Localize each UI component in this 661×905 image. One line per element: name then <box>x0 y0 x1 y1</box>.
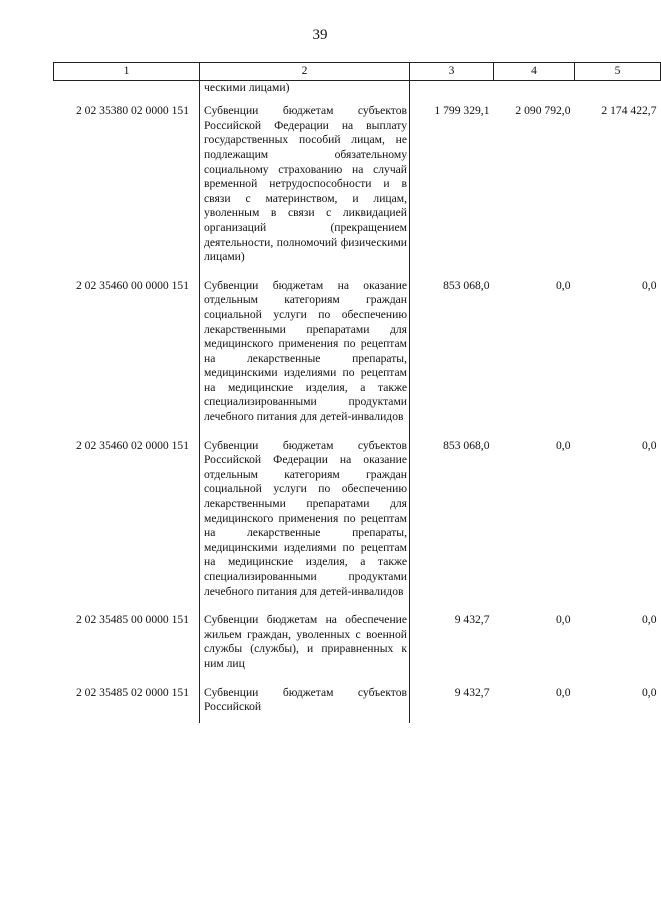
row-value-2021: 0,0 <box>642 685 657 699</box>
row-value-2020: 0,0 <box>556 278 571 292</box>
table-row <box>54 433 661 608</box>
column-header: 1 <box>54 63 200 81</box>
table-row <box>54 680 661 723</box>
column-header: 3 <box>410 63 494 81</box>
row-value-2019: 853 068,0 <box>443 278 490 292</box>
row-name: ческими лицами) <box>200 80 410 98</box>
row-value-2020: 0,0 <box>556 685 571 699</box>
row-value-2020: 2 090 792,0 <box>515 104 571 118</box>
row-value-2021: 0,0 <box>642 613 657 627</box>
row-value-2020: 0,0 <box>556 438 571 452</box>
table-row <box>54 607 661 679</box>
table-row-continuation <box>54 80 661 98</box>
row-code: 2 02 35460 00 0000 151 <box>75 278 189 292</box>
row-code: 2 02 35460 02 0000 151 <box>75 438 189 452</box>
row-value-2021: 2 174 422,7 <box>601 104 657 118</box>
row-value-2019: 1 799 329,1 <box>434 104 490 118</box>
table-row <box>54 273 661 433</box>
row-value-2020: 0,0 <box>556 613 571 627</box>
table-header-row <box>54 63 661 81</box>
table-row <box>54 98 661 273</box>
column-header: 2 <box>200 63 410 81</box>
row-name: Субвенции бюджетам субъектов Российской Федерации на оказание отдельным категориям граждан социальной услуги по обеспечению лекарственными препаратами для медицинского применения по рецептам на лекарственные препараты, медицинскими изделиями по рецептам на медицинские изделия, а также специализированными продуктами лечебного питания для детей-инвалидов <box>200 433 410 608</box>
page-number: 39 <box>312 27 328 43</box>
row-value-2021: 0,0 <box>642 278 657 292</box>
row-code: 2 02 35485 00 0000 151 <box>75 613 189 627</box>
row-code: 2 02 35485 02 0000 151 <box>75 685 189 699</box>
budget-table <box>53 62 661 723</box>
row-value-2021: 0,0 <box>642 438 657 452</box>
column-header: 4 <box>494 63 575 81</box>
row-name: Субвенции бюджетам на оказание отдельным категориям граждан социальной услуги по обеспечению лекарственными препаратами для медицинского применения по рецептам на лекарственные препараты, медицинскими изделиями по рецептам на медицинские изделия, а также специализированными продуктами лечебного питания для детей-инвалидов <box>200 273 410 433</box>
column-header: 5 <box>575 63 661 81</box>
row-name: Субвенции бюджетам субъектов Российской Федерации на выплату государственных пособий лицам, не подлежащим обязательному социальному страхованию на случай временной нетрудоспособности и в связи с материнством, и лицам, уволенным в связи с ликвидацией организаций (прекращением деятельности, полномочий физическими лицами) <box>200 98 410 273</box>
row-name: Субвенции бюджетам на обеспечение жильем граждан, уволенных с военной службы (службы), и приравненных к ним лиц <box>200 607 410 679</box>
row-value-2019: 853 068,0 <box>443 438 490 452</box>
row-value-2019: 9 432,7 <box>454 613 490 627</box>
row-name: Субвенции бюджетам субъектов Российской <box>200 680 410 723</box>
row-value-2019: 9 432,7 <box>454 685 490 699</box>
row-code: 2 02 35380 02 0000 151 <box>75 104 189 118</box>
